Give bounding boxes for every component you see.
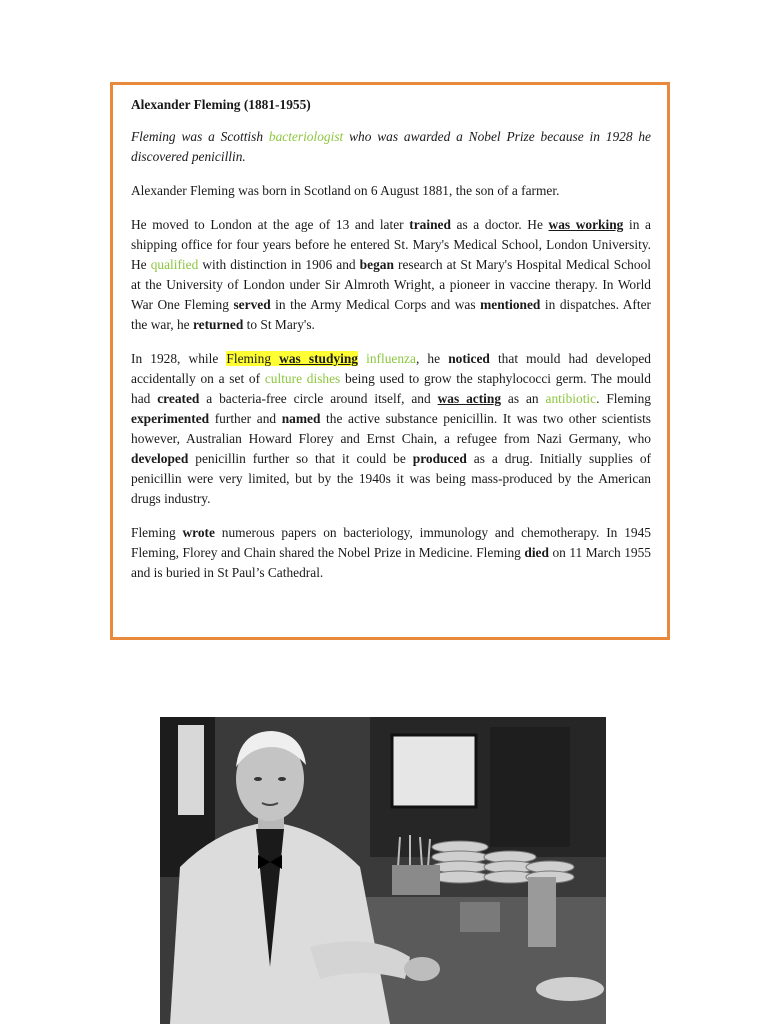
fleming-laboratory-photo <box>160 717 606 1024</box>
verb-died: died <box>524 545 549 560</box>
verb-created: created <box>157 391 200 406</box>
biography-text-box <box>110 82 670 640</box>
text-run: penicillin further so that it could be <box>188 451 413 466</box>
career-paragraph <box>131 215 651 335</box>
text-run: as a doctor. He <box>450 217 549 232</box>
text-run: as a drug. Initially supplies of penicillin were very limited, but by the 1940s it was being mass-produced by the American drugs industry. <box>131 451 651 506</box>
verb-wrote: wrote <box>182 525 215 540</box>
qualified-link[interactable]: qualified <box>150 257 199 272</box>
text-run: Fleming <box>131 525 183 540</box>
verb-developed: developed <box>131 451 189 466</box>
bacteriologist-link[interactable]: bacteriologist <box>268 129 344 144</box>
text-run: in a shipping office for four years before he entered St. Mary's Medical School, London University. He <box>131 217 651 272</box>
highlight-fleming: Fleming <box>226 351 280 366</box>
text-run: He moved to London at the age of 13 and later <box>131 217 410 232</box>
discovery-paragraph <box>131 349 651 509</box>
text-run: the active substance penicillin. It was two other scientists however, Australian Howard Florey and Ernst Chain, a refugee from Nazi Germany, who <box>131 411 651 446</box>
verb-was-working: was working <box>548 217 624 232</box>
verb-experimented: experimented <box>131 411 210 426</box>
verb-was-studying: was studying <box>279 351 358 366</box>
influenza-link[interactable]: influenza <box>366 351 416 366</box>
document-title: Alexander Fleming (1881-1955) <box>131 97 311 112</box>
text-run: a bacteria-free circle around itself, and <box>199 391 438 406</box>
text-run: , he <box>415 351 449 366</box>
verb-served: served <box>233 297 271 312</box>
verb-was-acting: was acting <box>437 391 502 406</box>
text-run: . Fleming <box>596 391 651 406</box>
photo-illustration <box>160 717 606 1024</box>
text-run: in the Army Medical Corps and was <box>270 297 481 312</box>
text-run: on 11 March 1955 and is buried in St Paul’s Cathedral. <box>131 545 652 580</box>
intro-text: who was awarded a Nobel Prize because in 1928 he discovered penicillin. <box>131 129 651 164</box>
verb-returned: returned <box>192 317 244 332</box>
intro-text: Fleming was a Scottish <box>131 129 269 144</box>
text-run: in dispatches. After the war, he <box>131 297 651 332</box>
verb-trained: trained <box>409 217 451 232</box>
verb-produced: produced <box>412 451 467 466</box>
text-run: being used to grow the staphylococci germ. The mould had <box>131 371 651 406</box>
verb-named: named <box>281 411 321 426</box>
text-run <box>358 351 366 366</box>
text-run: to St Mary's. <box>243 317 315 332</box>
culture-dishes-link[interactable]: culture dishes <box>264 371 341 386</box>
text-run: that mould had developed accidentally on a set of <box>131 351 651 386</box>
later-life-paragraph <box>131 523 651 583</box>
birth-paragraph: Alexander Fleming was born in Scotland on 6 August 1881, the son of a farmer. <box>131 183 560 198</box>
text-run: In 1928, while <box>131 351 227 366</box>
verb-mentioned: mentioned <box>480 297 541 312</box>
text-run: further and <box>209 411 282 426</box>
verb-began: began <box>359 257 394 272</box>
text-run: research at St Mary's Hospital Medical School at the University of London under Sir Almroth Wright, a pioneer in vaccine therapy. In World War One Fleming <box>131 257 651 312</box>
verb-noticed: noticed <box>448 351 490 366</box>
text-run: numerous papers on bacteriology, immunology and chemotherapy. In 1945 Fleming, Florey and Chain shared the Nobel Prize in Medicine. Fleming <box>131 525 651 560</box>
intro-paragraph <box>131 127 651 167</box>
text-run: as an <box>501 391 546 406</box>
antibiotic-link[interactable]: antibiotic <box>545 391 597 406</box>
text-run: with distinction in 1906 and <box>198 257 360 272</box>
